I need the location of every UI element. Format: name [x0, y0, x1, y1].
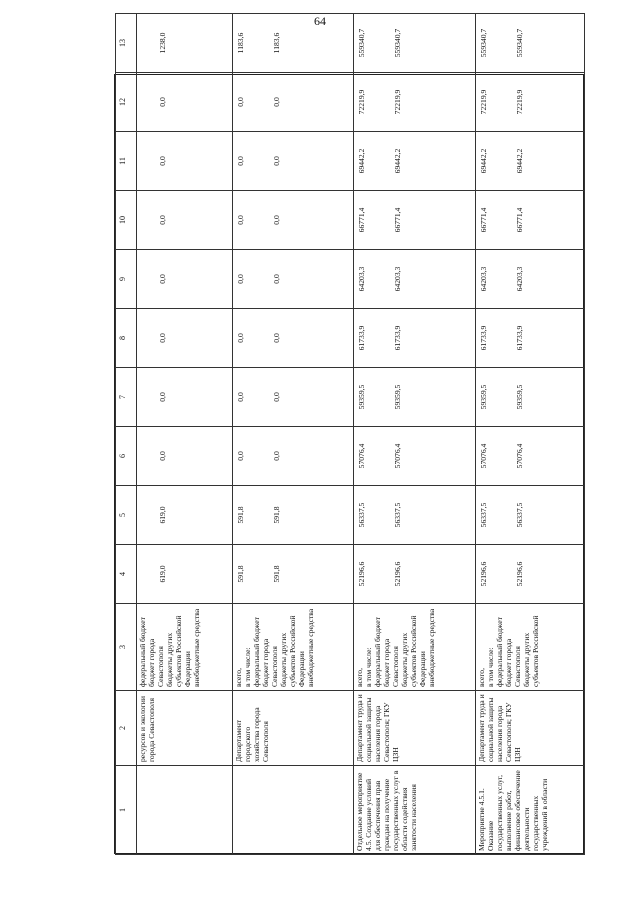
funding-source-line: федеральный бюджет [373, 617, 383, 687]
value-text: 0,0 [271, 274, 281, 284]
col-header: 7 [116, 368, 137, 427]
value-cell [476, 309, 585, 368]
value-text: 0,0 [158, 392, 167, 402]
funding-source-cell [137, 604, 233, 691]
funding-source-line: федеральный бюджет [495, 617, 505, 687]
funding-source-line: бюджеты других субъектов Российской Федерации [400, 615, 428, 687]
value-cell [137, 368, 233, 427]
funding-source-cell [232, 604, 354, 691]
col-header: 3 [116, 604, 137, 691]
col-header: 10 [116, 191, 137, 250]
value-text: 57076,4 [393, 443, 403, 469]
funding-source-line: в том числе: [242, 647, 252, 687]
value-text: 0,0 [271, 392, 281, 402]
funding-source-line: бюджет города Севастополя [382, 638, 401, 687]
value-text: 0,0 [235, 97, 245, 107]
table-row [476, 14, 585, 855]
value-cell [232, 73, 354, 132]
value-text: 59359,5 [393, 384, 403, 410]
executor-cell: Департамент труда и социальной защиты населения города Севастополя; ГКУ ЦЗН [476, 691, 585, 766]
value-cell [232, 14, 354, 73]
value-cell [354, 427, 476, 486]
value-text: 52196,6 [393, 561, 403, 587]
value-text: 0,0 [158, 215, 167, 225]
value-text: 559340,7 [515, 28, 525, 58]
value-text: 0,0 [235, 392, 245, 402]
funding-source-line: бюджеты других субъектов Российской [522, 615, 541, 687]
value-text: 1183,6 [235, 32, 245, 54]
value-text: 72219,9 [515, 89, 525, 115]
funding-source-line: бюджеты других субъектов Российской Федерации [278, 615, 306, 687]
value-cell [476, 250, 585, 309]
value-text: 59359,5 [479, 384, 489, 410]
value-cell [476, 14, 585, 73]
value-text: 591,8 [271, 565, 281, 583]
value-text: 59359,5 [515, 384, 525, 410]
value-text: 69442,2 [357, 148, 367, 174]
value-cell [137, 250, 233, 309]
value-cell [137, 14, 233, 73]
value-text: 591,8 [235, 565, 245, 583]
col-header: 13 [116, 14, 137, 73]
executor-cell: Департамент городского хозяйства города Севастополя [232, 691, 354, 766]
value-cell [232, 132, 354, 191]
value-text: 0,0 [158, 156, 167, 166]
value-cell [354, 132, 476, 191]
value-text: 52196,6 [515, 561, 525, 587]
value-cell [476, 486, 585, 545]
funding-source-line: внебюджетные средства [305, 608, 315, 687]
budget-table-frame [114, 28, 584, 854]
value-text: 56337,5 [479, 502, 489, 528]
value-text: 61733,9 [515, 325, 525, 351]
col-header: 12 [116, 73, 137, 132]
value-text: 52196,6 [479, 561, 489, 587]
header-row [116, 14, 137, 855]
value-text: 72219,9 [479, 89, 489, 115]
value-text: 52196,6 [357, 561, 367, 587]
value-cell [476, 368, 585, 427]
value-text: 0,0 [158, 333, 167, 343]
col-header: 9 [116, 250, 137, 309]
value-cell [232, 368, 354, 427]
value-text: 64203,3 [393, 266, 403, 292]
value-text: 1183,6 [271, 32, 281, 54]
funding-source-cell [354, 604, 476, 691]
funding-source-line: федеральный бюджет [251, 617, 261, 687]
value-text: 61733,9 [479, 325, 489, 351]
col-header: 11 [116, 132, 137, 191]
value-text: 559340,7 [393, 28, 403, 58]
value-cell [232, 191, 354, 250]
value-cell [354, 250, 476, 309]
value-cell [232, 309, 354, 368]
value-text: 56337,5 [357, 502, 367, 528]
value-cell [354, 368, 476, 427]
funding-source-line: внебюджетные средства [192, 608, 201, 687]
value-text: 0,0 [235, 156, 245, 166]
funding-source-line: всего, [477, 668, 487, 687]
value-cell [137, 73, 233, 132]
value-text: 57076,4 [515, 443, 525, 469]
value-cell [137, 486, 233, 545]
funding-source-line: бюджет города Севастополя [260, 638, 279, 687]
value-text: 64203,3 [515, 266, 525, 292]
value-text: 57076,4 [357, 443, 367, 469]
value-text: 57076,4 [479, 443, 489, 469]
value-text: 69442,2 [479, 148, 489, 174]
col-header: 1 [116, 766, 137, 855]
value-cell [232, 250, 354, 309]
value-cell [476, 132, 585, 191]
budget-table [115, 13, 585, 855]
value-cell [137, 427, 233, 486]
value-cell [476, 191, 585, 250]
value-text: 0,0 [158, 451, 167, 461]
value-text: 0,0 [271, 215, 281, 225]
col-header: 4 [116, 545, 137, 604]
value-text: 72219,9 [393, 89, 403, 115]
value-text: 0,0 [235, 451, 245, 461]
funding-source-line: всего, [355, 668, 365, 687]
funding-source-line: бюджеты других субъектов Российской Федерации [165, 615, 192, 687]
value-text: 64203,3 [357, 266, 367, 292]
funding-source-line: внебюджетные средства [427, 608, 437, 687]
funding-source-line: в том числе: [486, 647, 496, 687]
value-cell [232, 545, 354, 604]
value-text: 66771,4 [357, 207, 367, 233]
value-text: 559340,7 [357, 28, 367, 58]
value-cell [354, 191, 476, 250]
value-cell [137, 191, 233, 250]
activity-name-cell [232, 766, 354, 855]
executor-cell: ресурсов и экологии города Севастополя [137, 691, 233, 766]
value-text: 0,0 [271, 333, 281, 343]
col-header: 8 [116, 309, 137, 368]
value-cell [476, 545, 585, 604]
funding-source-line: бюджет города Севастополя [147, 638, 165, 687]
value-text: 64203,3 [479, 266, 489, 292]
value-cell [232, 427, 354, 486]
value-text: 59359,5 [357, 384, 367, 410]
funding-source-cell [476, 604, 585, 691]
table-row [232, 14, 354, 855]
value-text: 69442,2 [515, 148, 525, 174]
value-text: 591,8 [235, 506, 245, 524]
value-text: 69442,2 [393, 148, 403, 174]
rotated-table-container [115, 28, 585, 855]
value-cell [232, 486, 354, 545]
col-header: 5 [116, 486, 137, 545]
page-number: 64 [314, 14, 326, 28]
value-text: 0,0 [235, 333, 245, 343]
value-text: 619,0 [158, 506, 167, 524]
value-text: 591,8 [271, 506, 281, 524]
activity-name-cell [137, 766, 233, 855]
value-cell [354, 545, 476, 604]
value-text: 1238,0 [158, 32, 167, 54]
value-cell [476, 73, 585, 132]
activity-name-cell: Мероприятие 4.5.1. Оказание государственных услуг, выполнение работ, финансовое обеспечение деятельности государственных учреждений в области [476, 766, 585, 855]
value-text: 66771,4 [393, 207, 403, 233]
value-cell [354, 73, 476, 132]
value-text: 0,0 [235, 215, 245, 225]
value-text: 0,0 [158, 274, 167, 284]
value-text: 559340,7 [479, 28, 489, 58]
value-text: 61733,9 [357, 325, 367, 351]
value-cell [476, 427, 585, 486]
value-text: 0,0 [271, 97, 281, 107]
col-header: 2 [116, 691, 137, 766]
value-cell [354, 309, 476, 368]
funding-source-line: в том числе: [364, 647, 374, 687]
value-cell [137, 309, 233, 368]
funding-source-line: федеральный бюджет [138, 617, 147, 687]
value-text: 0,0 [271, 451, 281, 461]
funding-source-line: бюджет города Севастополя [504, 638, 523, 687]
value-text: 66771,4 [515, 207, 525, 233]
value-cell [354, 486, 476, 545]
value-cell [354, 14, 476, 73]
value-text: 72219,9 [357, 89, 367, 115]
value-text: 0,0 [271, 156, 281, 166]
value-cell [137, 545, 233, 604]
activity-name-cell: Отдельное мероприятие 4.5. Создание условий для обеспечения прав граждан на получение государственных услуг в области содействия занятости населения [354, 766, 476, 855]
value-text: 66771,4 [479, 207, 489, 233]
value-text: 56337,5 [515, 502, 525, 528]
value-text: 56337,5 [393, 502, 403, 528]
value-text: 0,0 [235, 274, 245, 284]
value-cell [137, 132, 233, 191]
table-row [354, 14, 476, 855]
table-row [137, 14, 233, 855]
col-header: 6 [116, 427, 137, 486]
executor-cell: Департамент труда и социальной защиты населения города Севастополя; ГКУ ЦЗН [354, 691, 476, 766]
funding-source-line: всего, [233, 668, 243, 687]
value-text: 0,0 [158, 97, 167, 107]
value-text: 61733,9 [393, 325, 403, 351]
value-text: 619,0 [158, 565, 167, 583]
